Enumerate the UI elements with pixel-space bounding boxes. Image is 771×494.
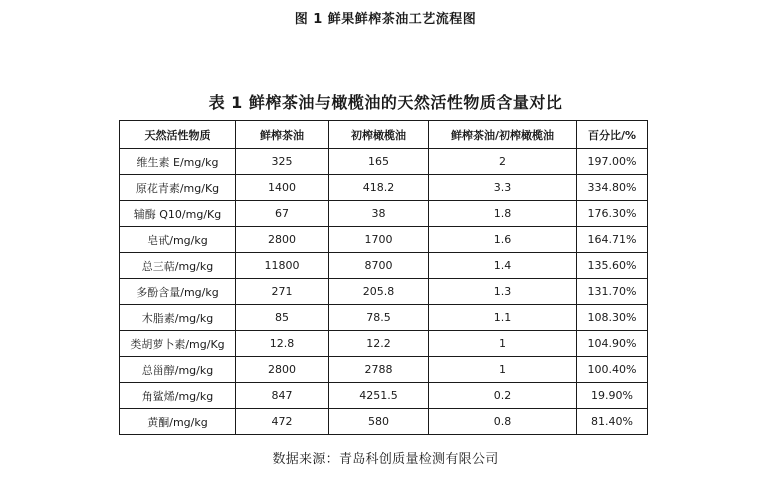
cell-percentage: 104.90% xyxy=(577,331,648,357)
cell-percentage: 100.40% xyxy=(577,357,648,383)
cell-fresh-tea-oil: 2800 xyxy=(236,227,329,253)
table-row xyxy=(120,409,648,435)
cell-substance: 原花青素/mg/Kg xyxy=(120,175,236,201)
cell-ratio: 2 xyxy=(429,149,577,175)
cell-ratio: 3.3 xyxy=(429,175,577,201)
cell-ratio: 1 xyxy=(429,357,577,383)
table-row xyxy=(120,279,648,305)
cell-percentage: 135.60% xyxy=(577,253,648,279)
cell-virgin-olive-oil: 580 xyxy=(329,409,429,435)
cell-substance: 木脂素/mg/kg xyxy=(120,305,236,331)
cell-virgin-olive-oil: 8700 xyxy=(329,253,429,279)
cell-percentage: 108.30% xyxy=(577,305,648,331)
header-fresh-tea-oil: 鲜榨茶油 xyxy=(236,121,329,149)
cell-substance: 总甾醇/mg/kg xyxy=(120,357,236,383)
data-source-note: 数据来源：青岛科创质量检测有限公司 xyxy=(272,452,499,467)
table-row xyxy=(120,383,648,409)
cell-fresh-tea-oil: 2800 xyxy=(236,357,329,383)
cell-fresh-tea-oil: 472 xyxy=(236,409,329,435)
table-row xyxy=(120,357,648,383)
cell-ratio: 1.6 xyxy=(429,227,577,253)
header-row xyxy=(120,121,648,149)
cell-substance: 类胡萝卜素/mg/Kg xyxy=(120,331,236,357)
cell-virgin-olive-oil: 1700 xyxy=(329,227,429,253)
cell-percentage: 19.90% xyxy=(577,383,648,409)
figure-caption: 图 1 鲜果鲜榨茶油工艺流程图 xyxy=(294,12,477,27)
cell-substance: 多酚含量/mg/kg xyxy=(120,279,236,305)
cell-fresh-tea-oil: 85 xyxy=(236,305,329,331)
table-row xyxy=(120,227,648,253)
cell-virgin-olive-oil: 12.2 xyxy=(329,331,429,357)
cell-fresh-tea-oil: 67 xyxy=(236,201,329,227)
cell-ratio: 1.8 xyxy=(429,201,577,227)
header-ratio: 鲜榨茶油/初榨橄榄油 xyxy=(429,121,577,149)
cell-percentage: 334.80% xyxy=(577,175,648,201)
table-row xyxy=(120,149,648,175)
cell-substance: 辅酶 Q10/mg/Kg xyxy=(120,201,236,227)
table-row xyxy=(120,253,648,279)
cell-substance: 黄酮/mg/kg xyxy=(120,409,236,435)
cell-ratio: 1.3 xyxy=(429,279,577,305)
cell-percentage: 164.71% xyxy=(577,227,648,253)
cell-substance: 维生素 E/mg/kg xyxy=(120,149,236,175)
cell-percentage: 197.00% xyxy=(577,149,648,175)
cell-percentage: 176.30% xyxy=(577,201,648,227)
table-body xyxy=(120,149,648,435)
cell-percentage: 81.40% xyxy=(577,409,648,435)
cell-ratio: 1.1 xyxy=(429,305,577,331)
table-row xyxy=(120,305,648,331)
cell-virgin-olive-oil: 165 xyxy=(329,149,429,175)
cell-fresh-tea-oil: 271 xyxy=(236,279,329,305)
cell-substance: 总三萜/mg/kg xyxy=(120,253,236,279)
table-row xyxy=(120,201,648,227)
header-percentage: 百分比/% xyxy=(577,121,648,149)
cell-fresh-tea-oil: 847 xyxy=(236,383,329,409)
cell-fresh-tea-oil: 12.8 xyxy=(236,331,329,357)
table-row xyxy=(120,175,648,201)
cell-ratio: 0.8 xyxy=(429,409,577,435)
cell-virgin-olive-oil: 418.2 xyxy=(329,175,429,201)
cell-virgin-olive-oil: 78.5 xyxy=(329,305,429,331)
cell-substance: 角鲨烯/mg/kg xyxy=(120,383,236,409)
table-row xyxy=(120,331,648,357)
cell-percentage: 131.70% xyxy=(577,279,648,305)
cell-fresh-tea-oil: 1400 xyxy=(236,175,329,201)
cell-ratio: 1.4 xyxy=(429,253,577,279)
cell-fresh-tea-oil: 11800 xyxy=(236,253,329,279)
cell-substance: 皂甙/mg/kg xyxy=(120,227,236,253)
table-header xyxy=(120,121,648,149)
cell-fresh-tea-oil: 325 xyxy=(236,149,329,175)
header-active-substance: 天然活性物质 xyxy=(120,121,236,149)
cell-virgin-olive-oil: 4251.5 xyxy=(329,383,429,409)
comparison-table xyxy=(119,120,648,435)
cell-ratio: 0.2 xyxy=(429,383,577,409)
cell-virgin-olive-oil: 38 xyxy=(329,201,429,227)
cell-ratio: 1 xyxy=(429,331,577,357)
header-virgin-olive-oil: 初榨橄榄油 xyxy=(329,121,429,149)
cell-virgin-olive-oil: 205.8 xyxy=(329,279,429,305)
cell-virgin-olive-oil: 2788 xyxy=(329,357,429,383)
table-title: 表 1 鲜榨茶油与橄榄油的天然活性物质含量对比 xyxy=(208,93,563,112)
